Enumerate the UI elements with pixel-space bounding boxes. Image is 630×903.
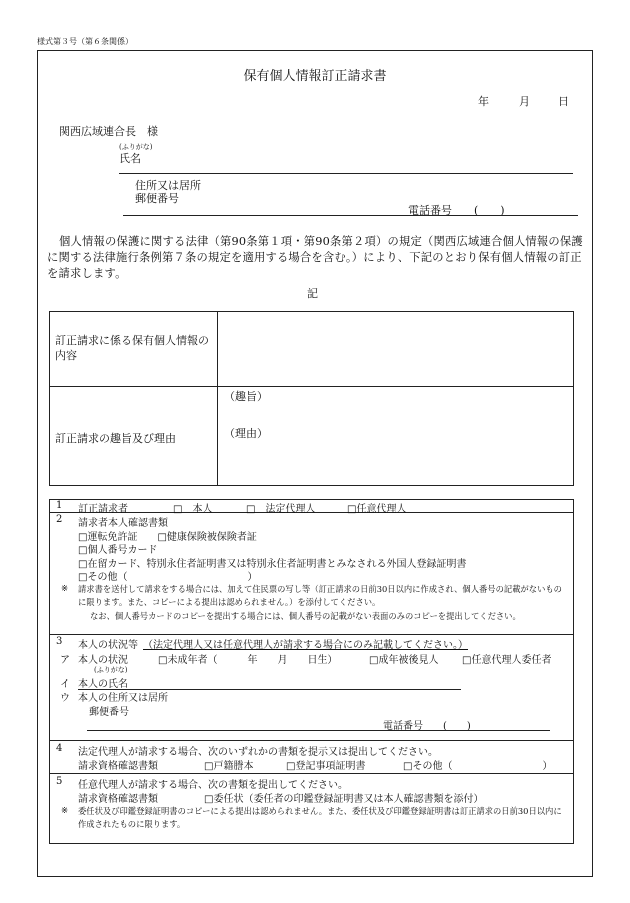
s2-docs-line1[interactable]: □運転免許証 □健康保険被保険者証 <box>78 532 257 543</box>
s3-i-label: 本人の氏名 <box>78 679 128 690</box>
addressee: 関西広域連合長 様 <box>59 125 158 138</box>
checkbox-registry-certificate[interactable]: □登記事項証明書 <box>286 761 366 772</box>
checkbox-legal-rep[interactable]: □ 法定代理人 <box>246 504 316 515</box>
checkbox-adult-ward[interactable]: □成年被後見人 <box>369 655 439 666</box>
request-table-divider <box>217 311 218 486</box>
s4-num: 4 <box>56 743 63 754</box>
form-title: 保有個人情報訂正請求書 <box>243 69 387 84</box>
name-label: 氏名 <box>119 152 141 165</box>
form-number: 様式第３号（第６条関係） <box>37 37 133 46</box>
ki-label: 記 <box>307 287 318 300</box>
s5-note: 委任状及び印鑑登録証明書のコピーによる提出は認められません。また、委任状及び印鑑登録証明書は訂正請求の日前30日以内に作成されたものに限ります。 <box>78 806 562 829</box>
s2-note2: なお、個人番号カードのコピーを提出する場合には、個人番号の記載がない表面のみのコピーを提出してください。 <box>90 611 521 621</box>
reason-label: （理由） <box>224 427 268 440</box>
purpose-reason-label: 訂正請求の趣旨及び理由 <box>55 432 176 445</box>
s2-note1: 請求書を送付して請求をする場合には、加えて住民票の写し等（訂正請求の日前30日以内に作成され、個人番号の記載がないものに限ります。また、コピーによる提出は認められません。）を添付してください。 <box>78 584 562 607</box>
s2-docs-line4[interactable]: □その他（ ） <box>78 572 258 583</box>
request-table-row-line <box>49 386 574 387</box>
s2-label: 請求者本人確認書類 <box>78 518 168 529</box>
s3-phone-label: 電話番号 ( ) <box>383 721 471 732</box>
s2-note-mark: ※ <box>61 583 68 593</box>
s3-i-mark: イ <box>60 679 70 690</box>
checkbox-power-of-attorney[interactable]: □委任状（委任者の印鑑登録証明書又は本人確認書類を添付） <box>204 794 484 805</box>
s3-u-mark: ウ <box>60 693 70 704</box>
content-label: 訂正請求に係る保有個人情報の内容 <box>55 334 209 362</box>
s2-num: 2 <box>56 514 63 525</box>
address-underline <box>123 215 578 216</box>
checkbox-self[interactable]: □ 本人 <box>173 504 213 515</box>
info-row-line-3 <box>49 740 574 741</box>
s2-docs-line3[interactable]: □在留カード、特別永住者証明書又は特別永住者証明書とみなされる外国人登録証明書 <box>78 559 467 570</box>
postal-label: 郵便番号 <box>135 192 179 205</box>
s4-doc-label: 請求資格確認書類 <box>78 761 158 772</box>
s5-note-mark: ※ <box>61 805 68 815</box>
date-year: 年 <box>478 95 489 108</box>
s1-label: 訂正請求者 <box>78 504 128 515</box>
date-month: 月 <box>519 95 530 108</box>
checkbox-minor[interactable]: □未成年者（ 年 月 日生） <box>158 655 338 666</box>
date-day: 日 <box>558 95 569 108</box>
s3-label: 本人の状況等 <box>78 640 138 651</box>
s3-furigana: (ふりがな) <box>94 666 128 674</box>
content-field[interactable] <box>219 312 572 384</box>
s3-label-note: （法定代理人又は任意代理人が請求する場合にのみ記載してください。） <box>143 640 468 651</box>
furigana-label: (ふりがな) <box>119 143 153 151</box>
phone-label: 電話番号 ( ) <box>408 204 505 217</box>
s2-docs-line2[interactable]: □個人番号カード <box>78 545 158 556</box>
s4-label: 法定代理人が請求する場合、次のいずれかの書類を提示又は提出してください。 <box>78 747 438 758</box>
s1-num: 1 <box>56 500 63 511</box>
address-label: 住所又は居所 <box>135 179 201 192</box>
checkbox-voluntary-rep[interactable]: □任意代理人 <box>347 504 407 515</box>
s3-u-label: 本人の住所又は居所 <box>78 693 168 704</box>
s3-a-mark: ア <box>60 655 70 666</box>
checkbox-family-register[interactable]: □戸籍謄本 <box>204 761 254 772</box>
intro-paragraph: 個人情報の保護に関する法律（第90条第１項・第90条第２項）の規定（関西広域連合個人情報の保護に関する法律施行条例第７条の規定を適用する場合を含む。）により、下記のとおり保有個人情報の訂正を請求します。 <box>47 235 583 280</box>
checkbox-other[interactable]: □その他（ ） <box>403 761 553 772</box>
s5-num: 5 <box>56 776 63 787</box>
principal-address-underline <box>87 730 550 731</box>
s3-a-label: 本人の状況 <box>78 655 128 666</box>
s3-num: 3 <box>56 636 63 647</box>
info-row-line-2 <box>49 634 574 635</box>
s5-label: 任意代理人が請求する場合、次の書類を提出してください。 <box>78 780 348 791</box>
purpose-label: （趣旨） <box>224 390 268 403</box>
s3-postal-label: 郵便番号 <box>89 707 129 718</box>
s5-doc-label: 請求資格確認書類 <box>78 794 158 805</box>
info-row-line-4 <box>49 773 574 774</box>
checkbox-mandator[interactable]: □任意代理人委任者 <box>462 655 552 666</box>
name-underline <box>119 173 573 174</box>
